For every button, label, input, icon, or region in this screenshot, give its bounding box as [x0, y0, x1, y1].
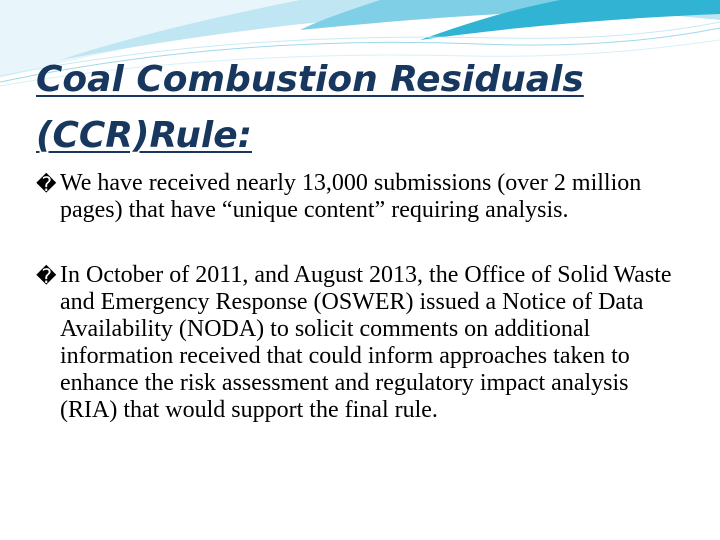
bullet-text: We have received nearly 13,000 submissions (over 2 million pages) that have “unique content” requiring analysis. — [60, 170, 642, 223]
slide-title: Coal Combustion Residuals (CCR)Rule: — [36, 59, 584, 156]
bullet-list — [36, 170, 686, 424]
bullet-item — [36, 262, 686, 424]
bullet-marker-icon: � — [36, 172, 57, 196]
bullet-text: In October of 2011, and August 2013, the Office of Solid Waste and Emergency Response (OSWER) issued a Notice of Data Availability (NODA) to solicit comments on additional information received that could inform approaches taken to enhance the risk assessment and regulatory impact analysis (RIA) that would support the final rule. — [60, 262, 672, 423]
bullet-item — [36, 170, 686, 224]
bullet-marker-icon: � — [36, 264, 57, 288]
